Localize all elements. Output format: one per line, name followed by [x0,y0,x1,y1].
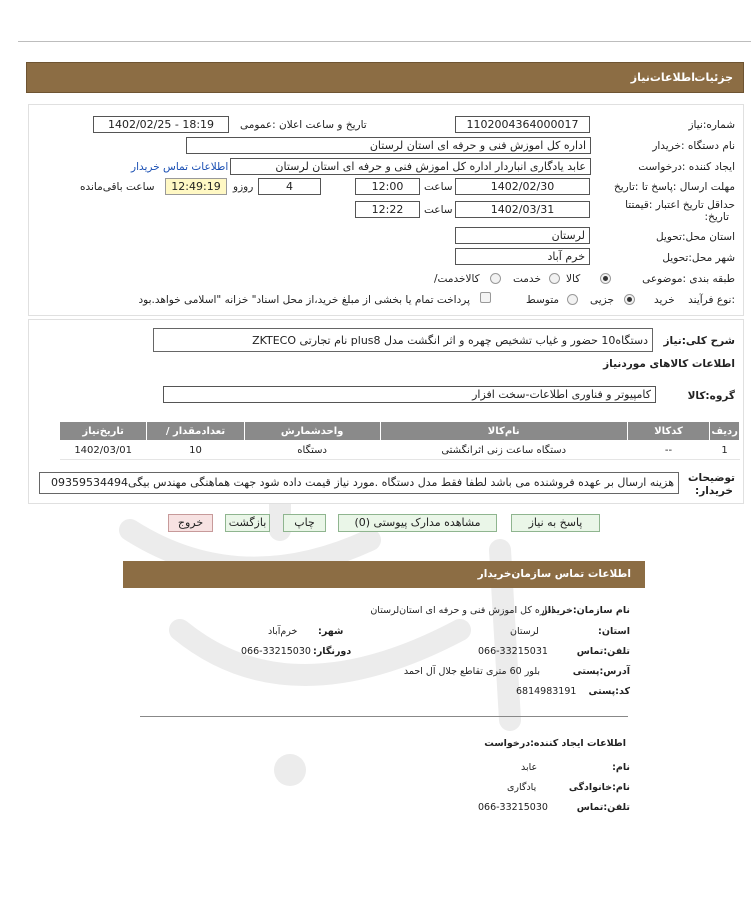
reply-button[interactable]: پاسخ به نیاز [511,514,600,532]
cell-row-number: 1 [710,441,740,460]
tab-need-info[interactable]: اطلاعات‌نیاز [630,71,695,84]
contact-fax-value: 066-33215030 [241,646,311,657]
days-remaining-field: 4 [258,178,321,195]
contact-city-value: خرم‌آباد [268,626,298,637]
cell-unit: دستگاه [244,441,380,460]
goods-group-field: کامپیوتر و فناوری اطلاعات-سخت افزار [163,386,656,403]
category-service-label: خدمت [513,273,541,285]
deadline-date-field: 1402/02/30 [455,178,590,195]
deadline-time-field: 12:00 [355,178,420,195]
buyer-notes-label-2: :خریدار [695,485,733,497]
category-service-radio[interactable] [549,273,560,284]
cell-item-code: -- [627,441,709,460]
cell-need-date: 1402/03/01 [60,441,147,460]
tab-details[interactable]: جزئیات [694,71,733,84]
goods-table [59,421,740,460]
page-header [26,62,744,93]
process-partial-radio[interactable] [624,294,635,305]
buyer-notes-field: هزینه ارسال بر عهده فروشنده می باشد لطفا فقط مدل دستگاه .مورد نیاز قیمت داده شود جهت هماهنگی مهندس بیگی09359534494 [39,472,679,494]
col-need-date: تاریخ‌نیاز [60,422,147,441]
contact-province-value: لرستان [510,626,539,637]
remaining-time-field: 12:49:19 [165,178,227,195]
creator-name-value: عابد [521,762,538,773]
creator-phone-value: 066-33215030 [478,802,548,813]
validity-time-field: 12:22 [355,201,420,218]
validity-time-word: ساعت [424,204,453,216]
contact-org-label: نام سازمان:خریدار [542,605,630,616]
back-button[interactable]: بازگشت [225,514,270,532]
remaining-label: ساعت باقی‌مانده [80,181,155,193]
category-goods-label: کالا [566,273,581,285]
need-number-field: 1102004364000017 [455,116,590,133]
process-medium-label: متوسط [526,294,559,306]
contact-org-value: اداره کل اموزش فنی و حرفه ای استان‌لرستان [370,605,554,616]
creator-name-label: :نام [612,762,630,773]
buyer-contact-link[interactable]: اطلاعات تماس خریدار [131,161,229,173]
buyer-org-field: اداره کل اموزش فنی و حرفه ای استان لرستان [186,137,591,154]
cell-item-name: دستگاه ساعت زنی اثرانگشتی [380,441,627,460]
contact-fax-label: :دورنگار [313,646,352,657]
col-item-name: نام‌کالا [380,422,627,441]
view-attachments-button[interactable]: مشاهده مدارک پیوستی (0) [338,514,497,532]
contact-phone-label: تلفن:تماس [576,646,630,657]
process-purchase-label: خرید [654,294,675,306]
validity-date-field: 1402/03/31 [455,201,590,218]
process-partial-label: جزیی [590,294,614,306]
contact-divider [140,716,628,717]
description-label: شرح کلی:نیاز [663,335,735,347]
process-label: نوع فرآیند: [688,294,735,306]
col-quantity: / تعدادمقدار [147,422,244,441]
goods-group-label: گروه:کالا [687,390,735,402]
buyer-org-label: نام دستگاه :خریدار [652,140,735,152]
description-field: دستگاه10 حضور و غیاب تشخیص چهره و اثر انگشت مدل plus8 نام تجارتی ZKTECO [153,328,653,352]
contact-postal-label: کد:پستی [588,686,630,697]
top-divider [18,41,751,42]
category-goods-service-radio[interactable] [490,273,501,284]
days-word: روزو [233,181,254,193]
cell-quantity: 10 [147,441,244,460]
col-unit: واحدشمارش [244,422,380,441]
category-label: طبقه بندی :موضوعی [642,273,735,285]
creator-family-value: یادگاری [507,782,537,793]
validity-label-2: :تاریخ [704,211,729,223]
province-field: لرستان [455,227,590,244]
contact-province-label: :استان [598,626,630,637]
deadline-label: مهلت ارسال :پاسخ تا :تاریخ [613,181,735,193]
category-goods-service-label: /کالاخدمت [434,273,480,285]
col-item-code: کدکالا [627,422,709,441]
requester-field: عابد یادگاری انباردار اداره کل اموزش فنی و حرفه ای استان لرستان [230,158,591,175]
contact-address-label: آدرس:پستی [572,666,630,677]
treasury-payment-checkbox[interactable] [480,292,491,303]
buyer-notes-label: توضیحات [687,472,735,484]
buyer-contact-header-title: اطلاعات تماس سازمان‌خریدار [477,568,631,580]
city-field: خرم آباد [455,248,590,265]
city-label: شهر محل:تحویل [662,252,735,264]
requester-label: ایجاد کننده :درخواست [638,161,735,173]
col-row-number: ردیف [710,422,740,441]
print-button[interactable]: چاپ [283,514,326,532]
need-number-label: شماره:نیاز [688,119,735,131]
creator-info-header: اطلاعات ایجاد کننده:درخواست [484,738,626,749]
validity-label: حداقل تاریخ اعتبار :قیمتتا [625,199,735,211]
contact-city-label: :شهر [318,626,344,637]
contact-address-value: بلور 60 متری تقاطع جلال آل احمد [403,666,540,677]
treasury-payment-note: پرداخت تمام یا بخشی از مبلغ خرید،از محل اسناد" خزانه "اسلامی خواهد.بود [138,294,470,306]
buyer-contact-header [123,561,645,588]
deadline-time-word: ساعت [424,181,453,193]
announce-label: تاریخ و ساعت اعلان :عمومی [240,119,367,131]
category-goods-radio[interactable] [600,273,611,284]
goods-info-title: اطلاعات کالاهای موردنیاز [603,358,735,370]
province-label: استان محل:تحویل [655,231,735,243]
exit-button[interactable]: خروج [168,514,213,532]
table-row [60,441,740,460]
creator-phone-label: تلفن:تماس [576,802,630,813]
process-medium-radio[interactable] [567,294,578,305]
contact-postal-value: 6814983191 [516,686,577,697]
contact-phone-value: 066-33215031 [478,646,548,657]
announce-datetime-field: 1402/02/25 - 18:19 [93,116,229,133]
creator-family-label: نام:خانوادگی [568,782,630,793]
